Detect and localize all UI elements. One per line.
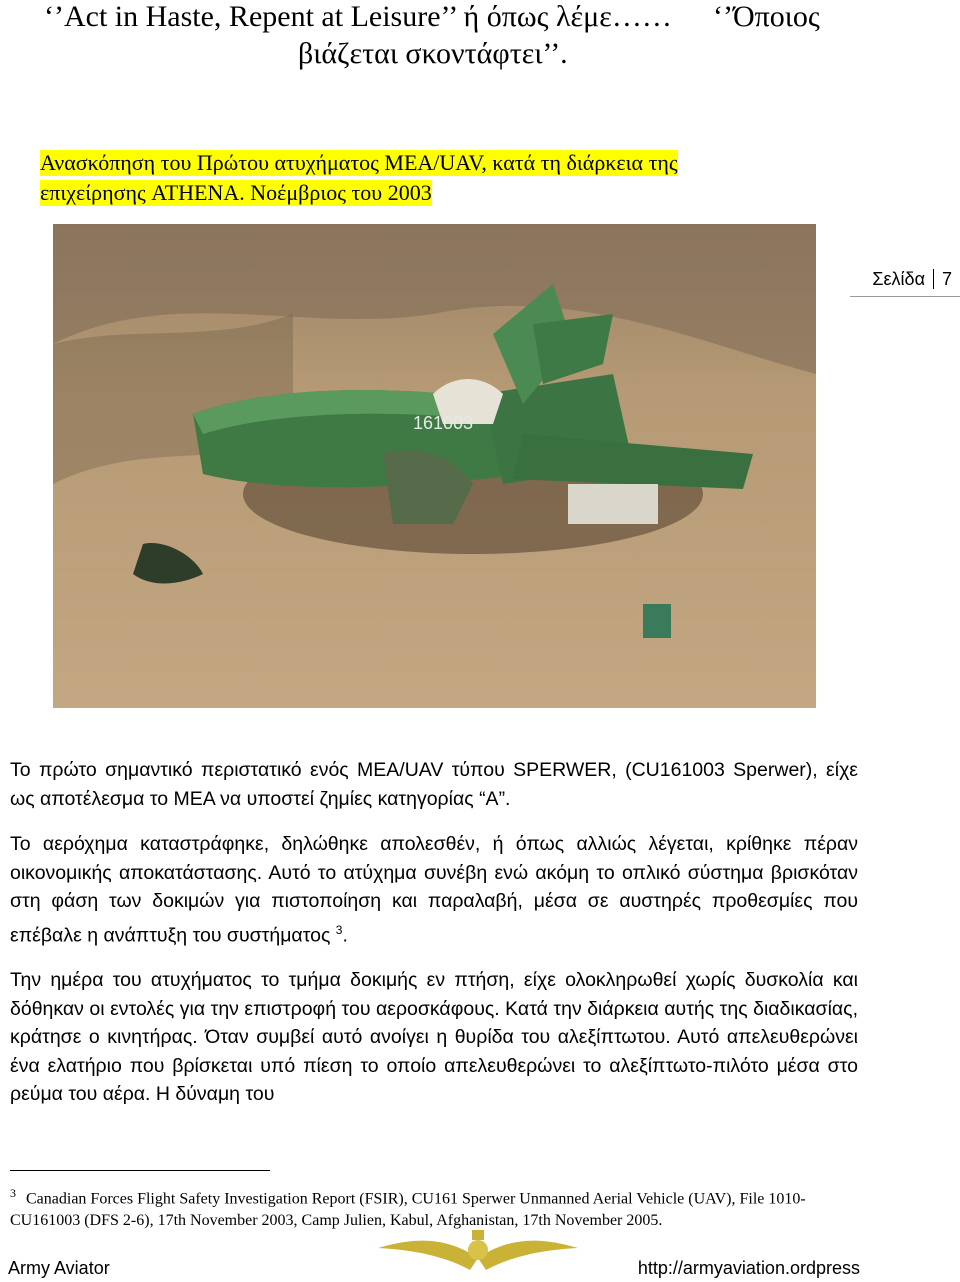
section-heading-line2: επιχείρησης ATHENA. Νοέμβριος του 2003 (40, 180, 432, 205)
page-label-separator (933, 269, 934, 289)
document-title-part3: βιάζεται σκοντάφτει’’. (298, 37, 568, 70)
paragraph-2-end: . (342, 924, 348, 946)
photo-illustration (53, 224, 816, 708)
footer-website[interactable]: http://armyaviation.ordpress (637, 1258, 860, 1278)
document-title-part1: ‘’Act in Haste, Repent at Leisure’’ ή όπως λέμε…… (44, 0, 672, 33)
paragraph-1: Το πρώτο σημαντικό περιστατικό ενός ΜΕΑ/UAV τύπου SPERWER, (CU161003 Sperwer), είχε ως αποτέλεσμα το ΜΕΑ να υποστεί ζημίες κατηγορίας “A”. (10, 759, 858, 810)
footnote-number: 3 (10, 1186, 16, 1200)
footnote-reference[interactable]: 3 (335, 922, 343, 937)
crashed-uav-photo (53, 224, 816, 708)
section-heading-line1: Ανασκόπηση του Πρώτου ατυχήματος ΜΕΑ/UAV, κατά τη διάρκεια της (40, 150, 678, 175)
paragraph-2-text: Το αερόχημα καταστράφηκε, δηλώθηκε απολεσθέν, ή όπως αλλιώς λέγεται, κρίθηκε πέραν οικονομικής αποκατάστασης. Αυτό το ατύχημα συνέβη ενώ ακόμη το οπλικό σύστημα βρισκόταν στη φάση των δοκιμών για πιστοποίηση και παραλαβή, μέσα σε αυστηρές προθεσμίες που επέβαλε η ανάπτυξη του συστήματος (10, 833, 858, 946)
aircraft-marking: 161003 (413, 413, 474, 433)
page-number-label (872, 268, 952, 290)
footnote-text: Canadian Forces Flight Safety Investigation Report (FSIR), CU161 Sperwer Unmanned Aerial Vehicle (UAV), File 1010-CU161003 (DFS 2-6), 17th November 2003, Camp Julien, Kabul, Afghanistan, 17th November 2005. (10, 1190, 806, 1230)
footnote-separator (10, 1170, 270, 1171)
paragraph-2 (10, 830, 858, 950)
document-title-part2: ‘’Όποιος (713, 0, 820, 33)
page-label-rule (850, 296, 960, 297)
footnote (10, 1182, 860, 1232)
army-aviation-wings-logo (378, 1228, 578, 1278)
paragraph-3: Την ημέρα του ατυχήματος το τμήμα δοκιμής εν πτήση, είχε ολοκληρωθεί χωρίς δυσκολία και δόθηκαν οι εντολές για την επιστροφή του αεροσκάφους. Κατά την διάρκεια αυτής της διαδικασίας, κράτησε ο κινητήρας. Όταν συμβεί αυτό ανοίγει η θυρίδα του αλεξίπτωτου. Αυτό απελευθερώνει ένα ελατήριο που βρίσκεται υπό πίεση το οποίο απελευθερώνει το αλεξίπτωτο-πιλότο μέσα στο ρεύμα του αέρα. Η δύναμη του (10, 969, 858, 1105)
footer-publication-name: Army Aviator (8, 1258, 110, 1278)
page-label-prefix: Σελίδα (872, 269, 925, 289)
page-number: 7 (941, 269, 952, 289)
